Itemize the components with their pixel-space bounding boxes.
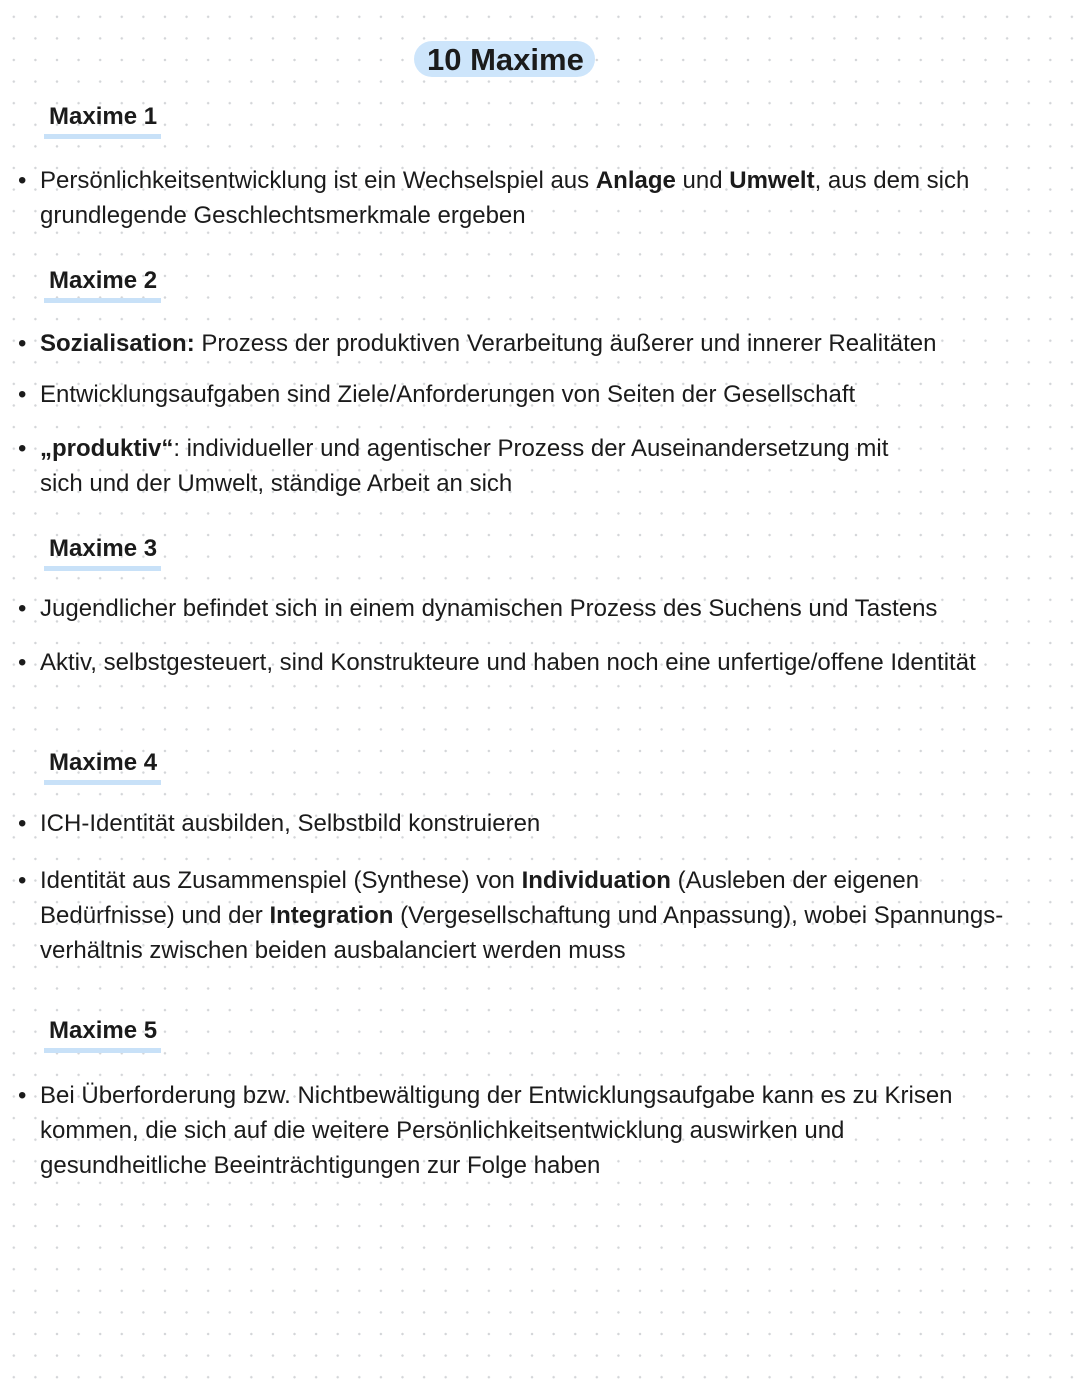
list-item-text [40, 591, 937, 626]
text-line [40, 1148, 953, 1183]
bullet-dot-icon: • [18, 435, 27, 462]
bullet-dot-icon: • [18, 867, 27, 894]
text-run: (Vergesellschaftung und Anpassung), wobei Spannungs- [393, 902, 1004, 929]
bold-term: Individuation [521, 867, 671, 894]
bullet-dot-icon: • [18, 330, 27, 357]
text-run: Bei Überforderung bzw. Nichtbewältigung der Entwicklungsaufgabe kann es zu Krisen [40, 1082, 953, 1109]
text-run: verhältnis zwischen beiden ausbalanciert werden muss [40, 937, 626, 964]
text-line [40, 591, 937, 626]
page-title: 10 Maxime [414, 41, 595, 77]
section-heading-maxime-2: Maxime 2 [44, 266, 161, 303]
bullet-dot-icon: • [18, 595, 27, 622]
list-item-text [40, 1078, 953, 1183]
text-line [40, 163, 969, 198]
section-heading-maxime-5: Maxime 5 [44, 1016, 161, 1053]
text-run: kommen, die sich auf die weitere Persönlichkeitsentwicklung auswirken und [40, 1117, 845, 1144]
text-line [40, 863, 1003, 898]
text-run: : individueller und agentischer Prozess der Auseinandersetzung mit [173, 435, 889, 462]
text-line [40, 645, 976, 680]
bullet-dot-icon: • [18, 167, 27, 194]
text-line [40, 1113, 953, 1148]
list-item-text [40, 645, 976, 680]
text-run: Prozess der produktiven Verarbeitung äußerer und innerer Realitäten [194, 330, 937, 357]
list-item-text [40, 163, 969, 233]
list-item-text [40, 377, 855, 412]
bullet-dot-icon: • [18, 649, 27, 676]
bullet-dot-icon: • [18, 381, 27, 408]
text-line [40, 377, 855, 412]
bullet-dot-icon: • [18, 810, 27, 837]
bold-term: „produktiv“ [40, 435, 174, 462]
section-heading-maxime-4: Maxime 4 [44, 748, 161, 785]
text-line [40, 806, 540, 841]
text-run: Identität aus Zusammenspiel (Synthese) von [40, 867, 522, 894]
text-line [40, 933, 1003, 968]
text-line [40, 1078, 953, 1113]
text-run: ICH-Identität ausbilden, Selbstbild konstruieren [40, 810, 541, 837]
text-run: gesundheitliche Beeinträchtigungen zur Folge haben [40, 1152, 601, 1179]
section-heading-maxime-1: Maxime 1 [44, 102, 161, 139]
bold-term: Umwelt [729, 167, 815, 194]
text-run: Bedürfnisse) und der [40, 902, 270, 929]
bold-term: Sozialisation: [40, 330, 195, 357]
text-line [40, 466, 888, 501]
text-run: Aktiv, selbstgesteuert, sind Konstrukteure und haben noch eine unfertige/offene Identität [40, 649, 976, 676]
text-run: Persönlichkeitsentwicklung ist ein Wechselspiel aus [40, 167, 596, 194]
bullet-dot-icon: • [18, 1082, 27, 1109]
text-run: Jugendlicher befindet sich in einem dynamischen Prozess des Suchens und Tastens [40, 595, 938, 622]
text-run: Entwicklungsaufgaben sind Ziele/Anforderungen von Seiten der Gesellschaft [40, 381, 856, 408]
text-line [40, 898, 1003, 933]
text-run: grundlegende Geschlechtsmerkmale ergeben [40, 202, 526, 229]
list-item-text [40, 326, 936, 361]
list-item-text [40, 863, 1003, 968]
text-run: (Ausleben der eigenen [670, 867, 920, 894]
section-heading-maxime-3: Maxime 3 [44, 534, 161, 571]
list-item-text [40, 806, 540, 841]
text-line [40, 198, 969, 233]
text-run: , aus dem sich [814, 167, 970, 194]
bold-term: Integration [269, 902, 394, 929]
text-line [40, 326, 936, 361]
text-line [40, 431, 888, 466]
list-item-text [40, 431, 888, 501]
text-run: und [675, 167, 730, 194]
bold-term: Anlage [595, 167, 676, 194]
text-run: sich und der Umwelt, ständige Arbeit an sich [40, 470, 513, 497]
